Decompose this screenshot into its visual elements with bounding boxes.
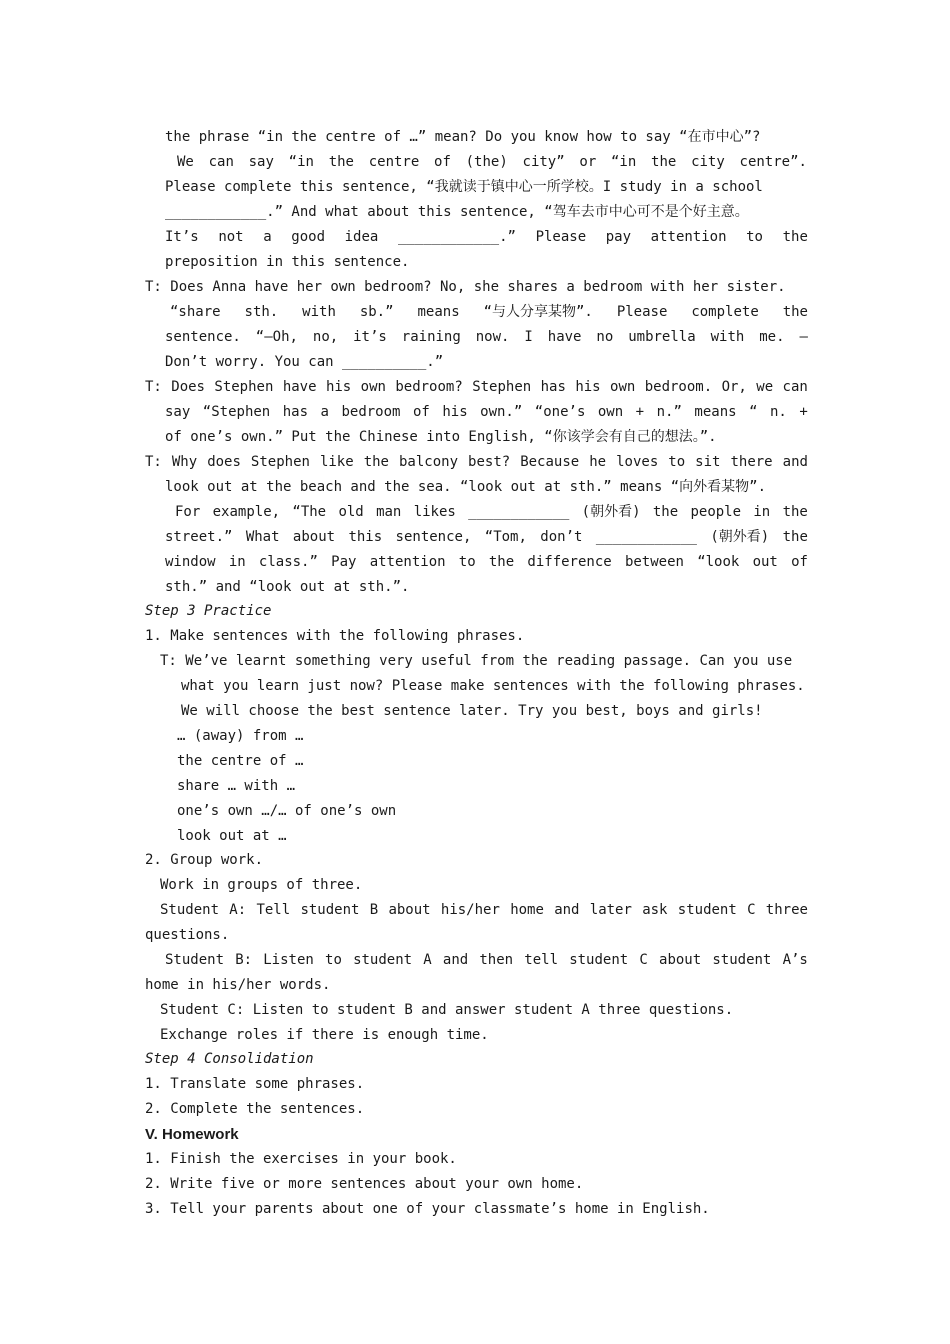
word: centre xyxy=(368,154,420,170)
word: say xyxy=(248,154,274,170)
word: in xyxy=(228,554,246,570)
word: C xyxy=(639,952,648,968)
word: “one’s xyxy=(534,404,586,420)
word: three xyxy=(765,902,808,918)
word: — xyxy=(799,329,808,345)
word: to xyxy=(746,229,763,245)
word: A xyxy=(423,952,432,968)
list-item: 1. Make sentences with the following phrases. xyxy=(145,628,525,644)
word: or xyxy=(579,154,597,170)
word: and xyxy=(782,454,808,470)
text-line xyxy=(175,500,808,525)
word: sentence. xyxy=(165,329,241,345)
word: student xyxy=(712,952,772,968)
word: Stephen xyxy=(472,379,532,395)
word: then xyxy=(479,952,514,968)
word: (朝外看) xyxy=(581,504,641,520)
word: Does xyxy=(171,379,205,395)
word: own.” xyxy=(480,404,523,420)
text-line: Exchange roles if there is enough time. xyxy=(160,1027,489,1043)
word: own xyxy=(597,404,624,420)
word: sentence, xyxy=(395,529,472,545)
word: a xyxy=(263,229,272,245)
word: C xyxy=(747,902,756,918)
text-line xyxy=(165,948,808,973)
word: attention xyxy=(650,229,727,245)
word: tell xyxy=(524,952,558,968)
word: the xyxy=(782,229,808,245)
word: student xyxy=(569,952,629,968)
word: raining xyxy=(401,329,461,345)
word: “in xyxy=(288,154,314,170)
text-line: of one’s own.” Put the Chinese into English, “你该学会有自己的想法。”. xyxy=(165,429,717,445)
word: We xyxy=(177,154,194,170)
word: later xyxy=(589,902,632,918)
word: ____________.” xyxy=(397,229,516,245)
text-line: sth.” and “look out at sth.”. xyxy=(165,579,410,595)
word: with xyxy=(710,329,745,345)
teacher-question xyxy=(145,450,808,475)
word: own xyxy=(360,379,386,395)
word: “The xyxy=(292,504,327,520)
word: in xyxy=(753,504,771,520)
word: to xyxy=(325,952,342,968)
word: ____________ xyxy=(595,529,697,545)
word: “look xyxy=(697,554,740,570)
word: n.” xyxy=(656,404,682,420)
word: means xyxy=(417,304,460,320)
word: means xyxy=(694,404,737,420)
text-line xyxy=(165,225,808,250)
word: ____________ xyxy=(468,504,570,520)
text-line: home in his/her words. xyxy=(145,977,331,993)
word: T: xyxy=(145,379,162,395)
text-line xyxy=(165,525,808,550)
text-line: Work in groups of three. xyxy=(160,877,363,893)
text-line xyxy=(170,300,808,325)
word: the xyxy=(782,304,808,320)
word: this xyxy=(348,529,383,545)
word: bedroom? xyxy=(395,379,463,395)
word: man xyxy=(376,504,402,520)
word: difference xyxy=(527,554,612,570)
word: B xyxy=(369,902,379,918)
text-line xyxy=(160,898,808,923)
word: sth. xyxy=(244,304,279,320)
word: “in xyxy=(611,154,637,170)
word: (the) xyxy=(465,154,508,170)
word: between xyxy=(624,554,684,570)
word: “ xyxy=(749,404,758,420)
word: Please xyxy=(535,229,587,245)
word: balcony xyxy=(399,454,459,470)
word: Or, xyxy=(721,379,747,395)
text-line xyxy=(165,550,808,575)
word: I xyxy=(524,329,533,345)
text-line xyxy=(177,150,807,175)
word: window xyxy=(165,554,216,570)
word: city” xyxy=(522,154,565,170)
word: Student xyxy=(160,902,220,918)
text-line: what you learn just now? Please make sentences with the following phrases. xyxy=(181,678,805,694)
section-heading: V. Homework xyxy=(145,1126,239,1143)
list-item: 2. Group work. xyxy=(145,852,264,868)
word: student xyxy=(300,902,360,918)
word: n. xyxy=(770,404,787,420)
word: have xyxy=(282,379,317,395)
word: Pay xyxy=(331,554,357,570)
word: no xyxy=(596,329,614,345)
word: T: xyxy=(145,454,162,470)
word: It’s xyxy=(165,229,199,245)
word: Stephen xyxy=(250,454,310,470)
word: like xyxy=(319,454,354,470)
word: to xyxy=(668,454,686,470)
word: not xyxy=(218,229,244,245)
word: attention xyxy=(369,554,446,570)
word: “Stephen xyxy=(202,404,271,420)
teacher-question: T: Does Anna have her own bedroom? No, she shares a bedroom with her sister. xyxy=(145,279,786,295)
word: What xyxy=(245,529,280,545)
text-line xyxy=(165,325,808,350)
word: Tell xyxy=(256,902,291,918)
word: of xyxy=(434,154,451,170)
word: the xyxy=(488,554,515,570)
word: now. xyxy=(475,329,510,345)
word: A: xyxy=(229,902,247,918)
word: “Tom, xyxy=(484,529,527,545)
text-line: preposition in this sentence. xyxy=(165,254,410,270)
word: out xyxy=(752,554,778,570)
word: student xyxy=(677,902,737,918)
word: there xyxy=(730,454,773,470)
text-line xyxy=(165,400,808,425)
section-heading: Step 4 Consolidation xyxy=(145,1051,314,1067)
word: about xyxy=(659,952,702,968)
word: bedroom xyxy=(341,404,401,420)
word: Why xyxy=(171,454,198,470)
word: sb.” xyxy=(359,304,394,320)
word: has xyxy=(540,379,566,395)
word: and xyxy=(442,952,469,968)
phrase-item: one’s own …/… of one’s own xyxy=(177,803,397,819)
phrase-item: look out at … xyxy=(177,828,287,844)
text-line: Don’t worry. You can __________.” xyxy=(165,354,444,370)
word: idea xyxy=(344,229,379,245)
word: the xyxy=(651,154,677,170)
word: likes xyxy=(413,504,456,520)
word: “—Oh, xyxy=(255,329,298,345)
text-line: the phrase “in the centre of …” mean? Do you know how to say “在市中心”? xyxy=(165,129,761,145)
word: it’s xyxy=(353,329,387,345)
word: to xyxy=(458,554,476,570)
word: the xyxy=(328,154,354,170)
word: people xyxy=(690,504,742,520)
word: we xyxy=(756,379,774,395)
word: have xyxy=(547,329,582,345)
word: home xyxy=(510,902,544,918)
text-line: ____________.” And what about this sentence, “驾车去市中心可不是个好主意。 xyxy=(165,204,749,220)
word: loves xyxy=(616,454,659,470)
word: own xyxy=(610,379,636,395)
word: the xyxy=(652,504,679,520)
text-line: We will choose the best sentence later. Try you best, boys and girls! xyxy=(181,703,763,719)
section-heading: Step 3 Practice xyxy=(145,603,272,619)
phrase-item: share … with … xyxy=(177,778,296,794)
word: Listen xyxy=(263,952,314,968)
list-item: 2. Write five or more sentences about your own home. xyxy=(145,1176,584,1192)
word: his xyxy=(325,379,352,395)
word: a xyxy=(320,404,329,420)
word: old xyxy=(338,504,364,520)
word: umbrella xyxy=(628,329,696,345)
word: class.” xyxy=(258,554,318,570)
list-item: 1. Translate some phrases. xyxy=(145,1076,365,1092)
word: does xyxy=(207,454,241,470)
word: the xyxy=(782,529,808,545)
teacher-question xyxy=(145,375,808,400)
word: and xyxy=(554,902,580,918)
word: his xyxy=(575,379,601,395)
word: of xyxy=(791,554,808,570)
word: “与人分享某物”. xyxy=(483,304,593,320)
word: Because xyxy=(520,454,580,470)
word: Please xyxy=(616,304,668,320)
word: B: xyxy=(235,952,253,968)
word: has xyxy=(282,404,309,420)
word: student xyxy=(353,952,413,968)
word: best? xyxy=(468,454,511,470)
phrase-item: … (away) from … xyxy=(177,728,304,744)
phrase-item: the centre of … xyxy=(177,753,304,769)
word: no, xyxy=(312,329,339,345)
word: pay xyxy=(605,229,632,245)
word: (朝外看) xyxy=(710,529,770,545)
list-item: 3. Tell your parents about one of your classmate’s home in English. xyxy=(145,1201,710,1217)
word: me. xyxy=(759,329,785,345)
word: he xyxy=(589,454,607,470)
text-line: questions. xyxy=(145,927,230,943)
word: example, xyxy=(212,504,281,520)
word: ask xyxy=(642,902,668,918)
word: the xyxy=(782,504,808,520)
word: Stephen xyxy=(214,379,274,395)
word: complete xyxy=(691,304,759,320)
word: For xyxy=(175,504,201,520)
word: + xyxy=(799,404,808,420)
text-line: look out at the beach and the sea. “look out at sth.” means “向外看某物”. xyxy=(165,479,767,495)
word: city xyxy=(691,154,725,170)
word: good xyxy=(291,229,325,245)
word: with xyxy=(302,304,336,320)
word: can xyxy=(208,154,234,170)
text-line: Please complete this sentence, “我就读于镇中心一所学校。I study in a school xyxy=(165,179,763,195)
word: A’s xyxy=(782,952,808,968)
word: don’t xyxy=(540,529,583,545)
word: bedroom. xyxy=(644,379,713,395)
list-item: 1. Finish the exercises in your book. xyxy=(145,1151,457,1167)
word: can xyxy=(782,379,808,395)
word: his/her xyxy=(440,902,500,918)
text-line: Student C: Listen to student B and answer student A three questions. xyxy=(160,1002,734,1018)
word: centre”. xyxy=(739,154,807,170)
list-item: 2. Complete the sentences. xyxy=(145,1101,365,1117)
word: sit xyxy=(695,454,721,470)
word: say xyxy=(165,404,191,420)
word: about xyxy=(388,902,431,918)
teacher-question: T: We’ve learnt something very useful from the reading passage. Can you use xyxy=(160,653,793,669)
word: “share xyxy=(170,304,221,320)
word: Student xyxy=(165,952,225,968)
word: about xyxy=(292,529,336,545)
word: the xyxy=(363,454,389,470)
word: his xyxy=(442,404,468,420)
word: + xyxy=(635,404,645,420)
word: street.” xyxy=(165,529,233,545)
word: of xyxy=(412,404,430,420)
